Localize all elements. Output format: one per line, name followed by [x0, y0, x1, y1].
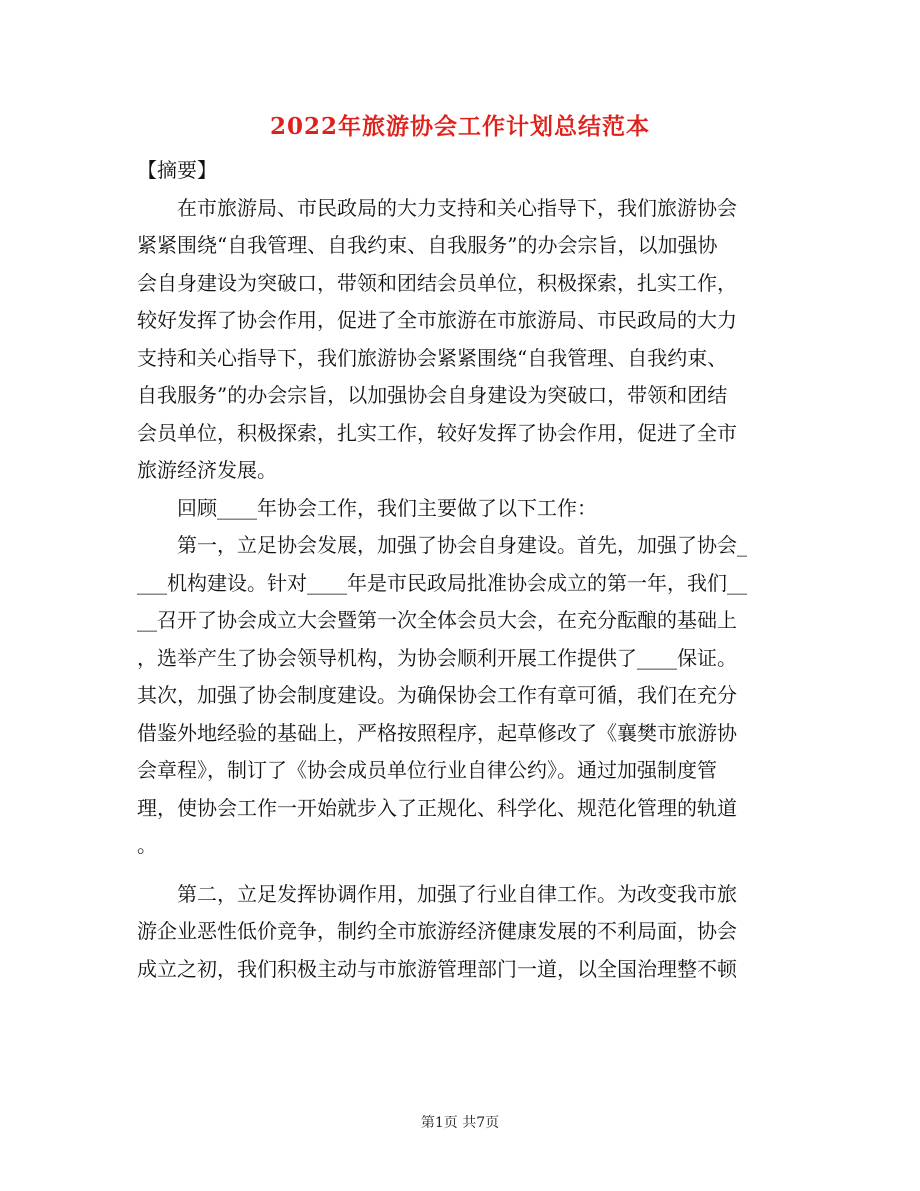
body-line: 游企业恶性低价竞争，制约全市旅游经济健康发展的不利局面，协会 — [137, 919, 737, 943]
body-line: 会自身建设为突破口，带领和团结会员单位，积极探索，扎实工作， — [137, 270, 737, 295]
body-line: 会章程》，制订了《协会成员单位行业自律公约》。通过加强制度管 — [137, 758, 717, 782]
body-line: 第一，立足协会发展，加强了协会自身建设。首先，加强了协会_ — [137, 533, 747, 557]
body-line: 理，使协会工作一开始就步入了正规化、科学化、规范化管理的轨道 — [137, 795, 737, 820]
body-line: 第二，立足发挥协调作用，加强了行业自律工作。为改变我市旅 — [137, 881, 737, 906]
body-line: 其次，加强了协会制度建设。为确保协会工作有章可循，我们在充分 — [137, 683, 737, 707]
body-line: 成立之初，我们积极主动与市旅游管理部门一道，以全国治理整不顿 — [137, 956, 737, 981]
body-line: 较好发挥了协会作用，促进了全市旅游在市旅游局、市民政局的大力 — [137, 308, 737, 332]
body-line: ___机构建设。针对____年是市民政局批准协会成立的第一年，我们__ — [137, 570, 747, 595]
body-line: __召开了协会成立大会暨第一次全体会员大会，在充分酝酿的基础上 — [137, 608, 737, 632]
body-line: 旅游经济发展。 — [137, 458, 277, 482]
body-line: 自我服务”的办会宗旨，以加强协会自身建设为突破口，带领和团结 — [137, 383, 728, 407]
body-line: 。 — [137, 833, 157, 857]
body-line: 借鉴外地经验的基础上，严格按照程序，起草修改了《襄樊市旅游协 — [137, 720, 737, 745]
summary-label: 【摘要】 — [137, 158, 217, 182]
paragraph-gap — [137, 865, 777, 876]
body-line: 在市旅游局、市民政局的大力支持和关心指导下，我们旅游协会 — [137, 195, 737, 220]
body-line: 会员单位，积极探索，扎实工作，较好发挥了协会作用，促进了全市 — [137, 420, 737, 445]
body-line: 回顾____年协会工作，我们主要做了以下工作： — [137, 495, 597, 520]
body-line: 紧紧围绕“自我管理、自我约束、自我服务”的办会宗旨，以加强协 — [137, 233, 718, 257]
document-body — [137, 152, 777, 988]
document-title: 2022年旅游协会工作计划总结范本 — [269, 113, 650, 140]
body-line: ，选举产生了协会领导机构，为协会顺利开展工作提供了____保证。 — [137, 645, 737, 670]
body-line: 支持和关心指导下，我们旅游协会紧紧围绕“自我管理、自我约束、 — [137, 345, 728, 370]
page-indicator: 第1页 共7页 — [420, 1115, 500, 1131]
